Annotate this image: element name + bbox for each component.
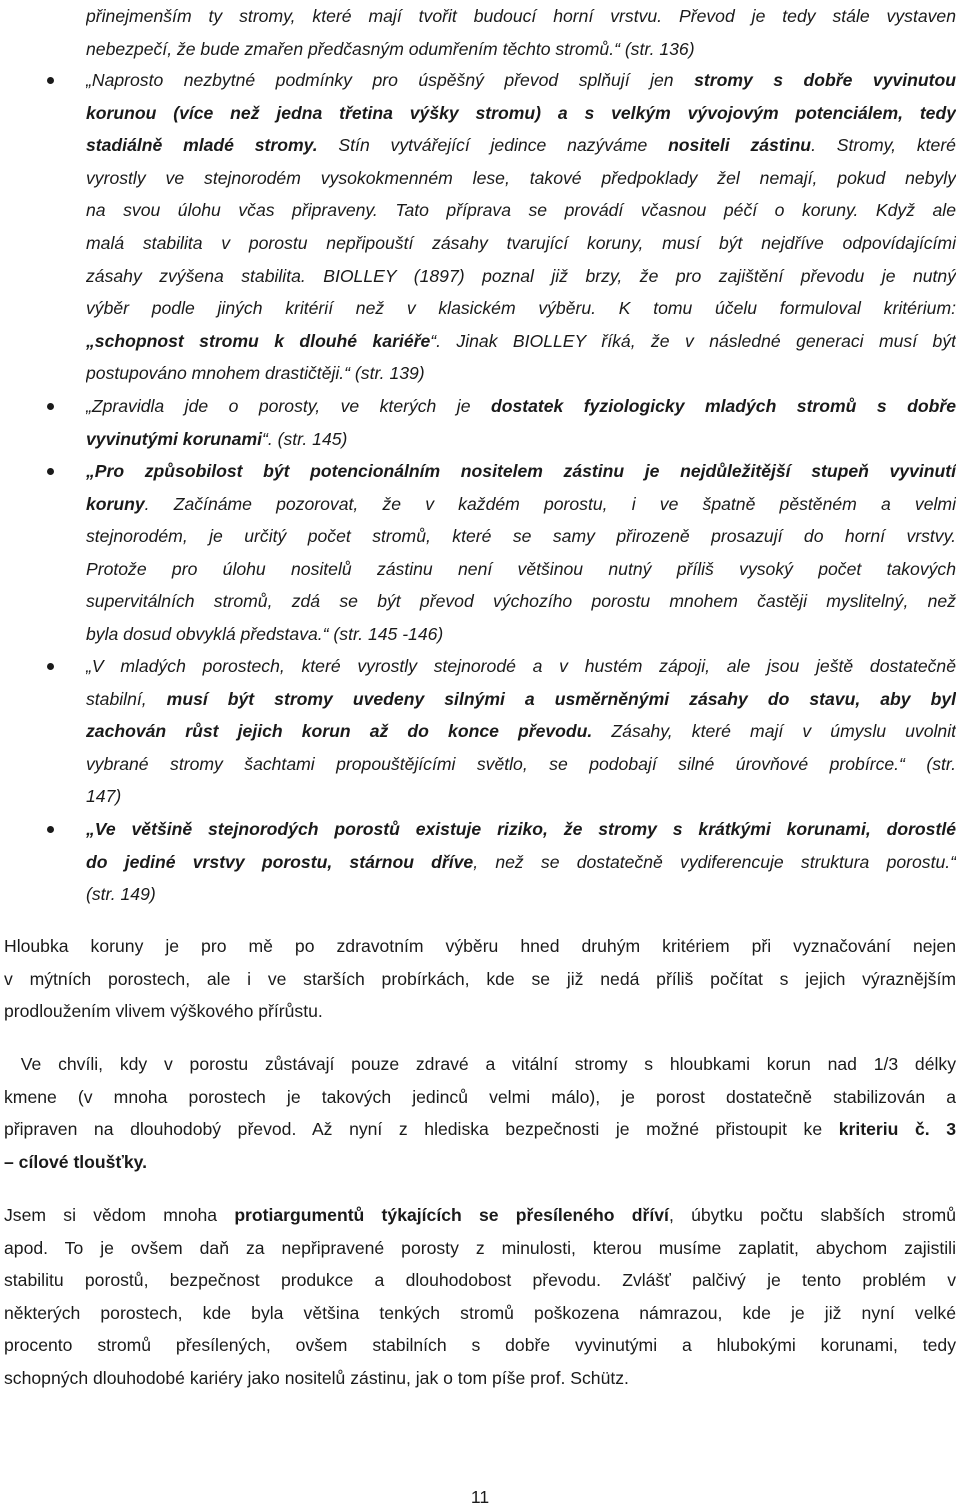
- text-line: byla dosud obvyklá představa.“ (str. 145 -146): [86, 623, 444, 644]
- text-line: schopných dlouhodobé kariéry jako nositelů zástinu, jak o tom píše prof. Schütz.: [4, 1367, 629, 1388]
- text-line: „Naprosto nezbytné podmínky pro úspěšný převod splňují jen stromy s dobře vyvinutou: [86, 70, 956, 90]
- list-item: [0, 650, 960, 813]
- text-line: „V mladých porostech, které vyrostly stejnorodé a v hustém zápoji, ale jsou ještě dostatečně: [86, 656, 956, 676]
- bullet-icon: [47, 468, 54, 475]
- text-line: zachován růst jejich korun až do konce převodu. Zásahy, které mají v úmyslu uvolnit: [86, 721, 956, 742]
- text-line: připraven na dlouhodobý převod. Až nyní z hlediska bezpečnosti je možné přistoupit ke kriteriu č. 3: [4, 1119, 956, 1140]
- text-line: vybrané stromy šachtami propouštějícími světlo, se podobají silné úrovňové probírce.“ (str.: [86, 753, 956, 774]
- text-line: (str. 149): [86, 884, 156, 905]
- text-line: Ve chvíli, kdy v porostu zůstávají pouze zdravé a vitální stromy s hloubkami korun nad 1/3 délky: [4, 1054, 956, 1074]
- bullet-icon: [47, 663, 54, 670]
- text-line: některých porostech, kde byla většina tenkých stromů poškozena námrazou, kde je již nyní velké: [4, 1302, 956, 1323]
- text-line: „Ve většině stejnorodých porostů existuje riziko, že stromy s krátkými korunami, dorostlé: [86, 819, 956, 839]
- text-line: korunou (více než jedna třetina výšky stromu) a s velkým vývojovým potenciálem, tedy: [86, 102, 956, 123]
- text-line: kmene (v mnoha porostech je takových jedinců velmi málo), je porost dostatečně stabilizován a: [4, 1086, 956, 1107]
- text-line: procento stromů přesílených, ovšem stabilních s dobře vyvinutými a hlubokými korunami, tedy: [4, 1335, 956, 1356]
- paragraph: [4, 1048, 956, 1178]
- text-line: prodloužením vlivem výškového přírůstu.: [4, 1001, 323, 1022]
- text-line: „schopnost stromu k dlouhé kariéře“. Jinak BIOLLEY říká, že v následné generaci musí být: [86, 330, 956, 351]
- text-line: v mýtních porostech, ale i ve starších probírkách, kde se již nedá příliš počítat s jejich výraznějším: [4, 968, 956, 989]
- text-line: 147): [86, 786, 122, 807]
- text-line: koruny. Začínáme pozorovat, že v každém porostu, i ve špatně pěstěném a velmi: [86, 493, 956, 514]
- text-line: přinejmenším ty stromy, které mají tvořit budoucí horní vrstvu. Převod je tedy stále vystaven: [86, 6, 956, 26]
- text-line: vyrostly ve stejnorodém vysokokmenném lese, takové předpoklady žel nemají, pokud nebyly: [86, 167, 956, 188]
- paragraph: [4, 930, 956, 1028]
- list-item: [0, 0, 960, 65]
- text-line: apod. To je ovšem daň za nepřipravené porosty z minulosti, kterou musíme zaplatit, abychom zajistili: [4, 1237, 956, 1258]
- text-line: malá stabilita v porostu nepřipouští zásahy tvarující koruny, musí být nejdříve odpovídajícími: [86, 232, 956, 253]
- list-item: [0, 455, 960, 651]
- text-line: nebezpečí, že bude zmařen předčasným odumřením těchto stromů.“ (str. 136): [86, 38, 695, 59]
- text-line: „Pro způsobilost být potencionálním nositelem zástinu je nejdůležitější stupeň vyvinutí: [86, 461, 956, 481]
- text-line: výběr podle jiných kritérií než v klasickém výběru. K tomu účelu formuloval kritérium:: [86, 298, 956, 319]
- text-line: – cílové tloušťky.: [4, 1151, 148, 1172]
- text-line: Protože pro úlohu nositelů zástinu není většinou nutný příliš vysoký počet takových: [86, 558, 956, 579]
- bullet-icon: [47, 403, 54, 410]
- text-line: stabilní, musí být stromy uvedeny silnými a usměrněnými zásahy do stavu, aby byl: [86, 688, 956, 709]
- text-line: Hloubka koruny je pro mě po zdravotním výběru hned druhým kritériem při vyznačování nejen: [4, 936, 956, 956]
- text-line: vyvinutými korunami“. (str. 145): [86, 428, 348, 449]
- bullet-icon: [47, 826, 54, 833]
- text-line: „Zpravidla jde o porosty, ve kterých je dostatek fyziologicky mladých stromů s dobře: [86, 396, 956, 416]
- text-line: do jediné vrstvy porostu, stárnou dříve, než se dostatečně vydiferencuje struktura porostu.“: [86, 851, 956, 872]
- bullet-icon: [47, 77, 54, 84]
- list-item: [0, 64, 960, 390]
- list-item: [0, 390, 960, 455]
- text-line: postupováno mnohem drastičtěji.“ (str. 139): [86, 363, 425, 384]
- text-line: stejnorodém, je určitý počet stromů, které se samy přirozeně prosazují do horní vrstvy.: [86, 526, 956, 547]
- paragraph: [4, 1199, 956, 1395]
- text-line: stadiálně mladé stromy. Stín vytvářející jedince nazýváme nositeli zástinu. Stromy, které: [86, 135, 956, 156]
- list-item: [0, 813, 960, 911]
- text-line: stabilitu porostů, bezpečnost produkce a dlouhodobost převodu. Zvlášť palčivý je tento problém v: [4, 1270, 956, 1291]
- text-line: supervitálních stromů, zdá se být převod výchozího porostu mnohem častěji myslitelný, než: [86, 591, 956, 612]
- text-line: zásahy zvýšena stabilita. BIOLLEY (1897) poznal již brzy, že pro zajištění převodu je nutný: [86, 265, 956, 286]
- text-line: na svou úlohu včas připraveny. Tato příprava se provádí včasnou péčí o koruny. Když ale: [86, 200, 956, 221]
- text-line: Jsem si vědom mnoha protiargumentů týkajících se přesíleného dříví, úbytku počtu slabších stromů: [4, 1205, 956, 1225]
- page-number: 11: [470, 1487, 490, 1507]
